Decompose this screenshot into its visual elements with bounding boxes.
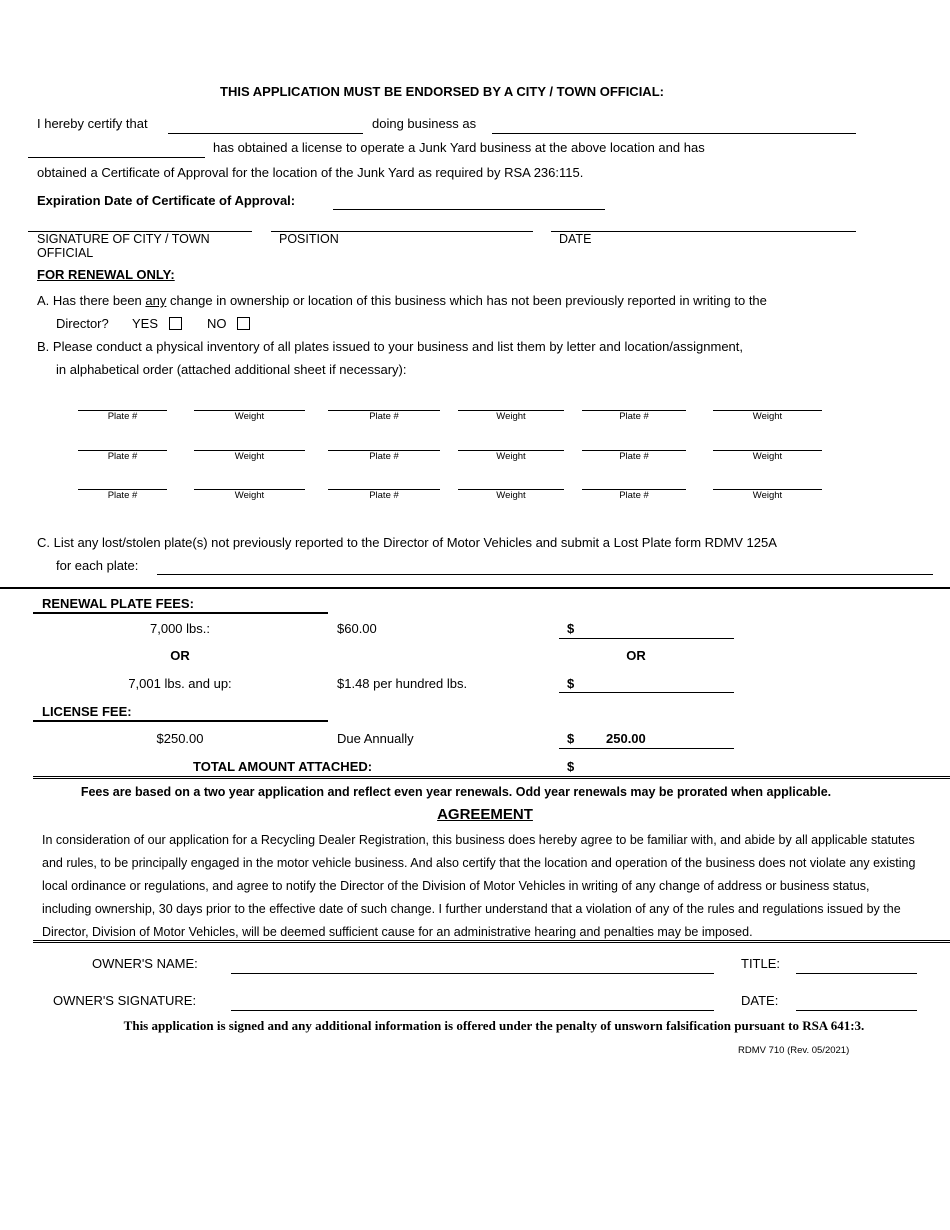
fee-row1-rate: $60.00 bbox=[337, 621, 377, 636]
yes-checkbox[interactable] bbox=[169, 317, 182, 330]
total-divider-2 bbox=[33, 778, 950, 779]
agreement-line: including ownership, 30 days prior to the effective date of such change. I further understand that a violation of any of the rules and regulations issued by the bbox=[42, 902, 901, 916]
plate-caption: Plate # bbox=[369, 490, 399, 501]
certify-line2: has obtained a license to operate a Junk Yard business at the above location and has bbox=[213, 140, 705, 155]
agreement-line: and rules, to be principally engaged in the motor vehicle business. And also certify that the location and operation of the business does not violate any existing bbox=[42, 856, 916, 870]
fee-row1-amount-field[interactable] bbox=[559, 638, 734, 639]
certify-line3: obtained a Certificate of Approval for the location of the Junk Yard as required by RSA 236:115. bbox=[37, 165, 584, 180]
weight-caption: Weight bbox=[234, 411, 265, 422]
weight-caption: Weight bbox=[496, 451, 526, 462]
question-b-line2: in alphabetical order (attached additional sheet if necessary): bbox=[56, 362, 407, 377]
owner-signature-field[interactable] bbox=[231, 1010, 714, 1011]
or-label-right: OR bbox=[626, 648, 646, 663]
license-holder-field[interactable] bbox=[28, 157, 205, 158]
plate-caption: Plate # bbox=[619, 451, 649, 462]
renewal-fees-heading: RENEWAL PLATE FEES: bbox=[42, 596, 194, 611]
license-value: 250.00 bbox=[606, 731, 646, 746]
certify-name-field[interactable] bbox=[168, 133, 363, 134]
renewal-heading: FOR RENEWAL ONLY: bbox=[37, 267, 175, 282]
agreement-divider-1 bbox=[33, 940, 950, 941]
owner-signature-label: OWNER'S SIGNATURE: bbox=[53, 993, 197, 1008]
form-id: RDMV 710 (Rev. 05/2021) bbox=[738, 1045, 850, 1056]
plate-caption: Plate # bbox=[107, 411, 138, 422]
plate-caption: Plate # bbox=[369, 411, 399, 422]
fees-note: Fees are based on a two year application and reflect even year renewals. Odd year renewals may be prorated when applicable. bbox=[80, 785, 832, 799]
question-b: B. Please conduct a physical inventory of all plates issued to your business and list them by letter and location/assignment, bbox=[37, 339, 743, 354]
doing-business-label: doing business as bbox=[372, 116, 477, 131]
question-c-line2: for each plate: bbox=[56, 558, 139, 573]
license-fee-underline bbox=[33, 720, 328, 722]
license-frequency: Due Annually bbox=[337, 731, 414, 746]
total-label: TOTAL AMOUNT ATTACHED: bbox=[193, 759, 373, 774]
fee-row1-dollar: $ bbox=[567, 621, 575, 636]
owner-date-label: DATE: bbox=[741, 993, 779, 1008]
license-fee-heading: LICENSE FEE: bbox=[42, 704, 132, 719]
weight-caption: Weight bbox=[234, 451, 265, 462]
total-divider-1 bbox=[33, 776, 950, 777]
fee-row2-dollar: $ bbox=[567, 676, 575, 691]
license-amount-field bbox=[559, 748, 734, 749]
official-date-label: DATE bbox=[559, 232, 592, 246]
yes-label: YES bbox=[132, 316, 159, 331]
question-a-prefix: A. Has there been bbox=[37, 293, 146, 308]
weight-caption: Weight bbox=[752, 490, 783, 501]
agreement-line: local ordinance or regulations, and agree to notify the Director of the Division of Motor Vehicles in writing of any change of address or business status, bbox=[42, 879, 870, 893]
owner-date-field[interactable] bbox=[796, 1010, 917, 1011]
weight-caption: Weight bbox=[752, 411, 783, 422]
total-dollar: $ bbox=[567, 759, 575, 774]
expiration-date-field[interactable] bbox=[333, 209, 605, 210]
license-amount: $250.00 bbox=[156, 731, 204, 746]
owner-title-field[interactable] bbox=[796, 973, 917, 974]
license-dollar: $ bbox=[567, 731, 575, 746]
plate-caption: Plate # bbox=[369, 451, 399, 462]
fee-row2-weight: 7,001 lbs. and up: bbox=[128, 676, 232, 691]
fee-row2-amount-field[interactable] bbox=[559, 692, 734, 693]
agreement-line: In consideration of our application for a Recycling Dealer Registration, this business does hereby agree to be familiar with, and abide by all applicable statutes bbox=[42, 833, 915, 847]
plate-caption: Plate # bbox=[107, 490, 138, 501]
plate-caption: Plate # bbox=[619, 411, 649, 422]
question-c: C. List any lost/stolen plate(s) not previously reported to the Director of Motor Vehicles and submit a Lost Plate form RDMV 125A bbox=[37, 535, 777, 550]
or-label-left: OR bbox=[170, 648, 190, 663]
business-name-field[interactable] bbox=[492, 133, 856, 134]
no-label: NO bbox=[207, 316, 227, 331]
agreement-line: Director, Division of Motor Vehicles, will be deemed sufficient cause for an administrative hearing and penalties may be imposed. bbox=[42, 925, 753, 939]
renewal-fees-underline bbox=[33, 612, 328, 614]
fee-row1-weight: 7,000 lbs.: bbox=[150, 621, 210, 636]
question-a-underlined: any bbox=[145, 293, 167, 308]
question-a-line2: Director? bbox=[56, 316, 109, 331]
lost-plates-field[interactable] bbox=[157, 574, 933, 575]
page-title: THIS APPLICATION MUST BE ENDORSED BY A CITY / TOWN OFFICIAL: bbox=[220, 84, 664, 99]
question-a-suffix: change in ownership or location of this business which has not been previously reported in writing to the bbox=[166, 293, 767, 308]
certify-lead: I hereby certify that bbox=[37, 116, 148, 131]
official-signature-label-2: OFFICIAL bbox=[37, 246, 94, 260]
agreement-divider-2 bbox=[33, 942, 950, 943]
official-signature-label: SIGNATURE OF CITY / TOWN bbox=[37, 232, 210, 246]
question-a bbox=[37, 293, 767, 308]
owner-title-label: TITLE: bbox=[741, 956, 781, 971]
section-divider bbox=[0, 587, 950, 589]
no-checkbox[interactable] bbox=[237, 317, 250, 330]
official-date-field[interactable] bbox=[551, 231, 856, 232]
agreement-heading: AGREEMENT bbox=[437, 806, 533, 823]
weight-caption: Weight bbox=[496, 490, 526, 501]
official-position-label: POSITION bbox=[279, 232, 339, 246]
fee-row2-rate: $1.48 per hundred lbs. bbox=[337, 676, 468, 691]
owner-name-field[interactable] bbox=[231, 973, 714, 974]
owner-name-label: OWNER'S NAME: bbox=[92, 956, 198, 971]
weight-caption: Weight bbox=[496, 411, 526, 422]
plate-caption: Plate # bbox=[619, 490, 649, 501]
penalty-statement: This application is signed and any additional information is offered under the penalty of unsworn falsification pursuant to RSA 641:3. bbox=[123, 1018, 865, 1033]
weight-caption: Weight bbox=[752, 451, 783, 462]
expiration-label: Expiration Date of Certificate of Approval: bbox=[37, 193, 296, 208]
weight-caption: Weight bbox=[234, 490, 265, 501]
plate-caption: Plate # bbox=[107, 451, 138, 462]
